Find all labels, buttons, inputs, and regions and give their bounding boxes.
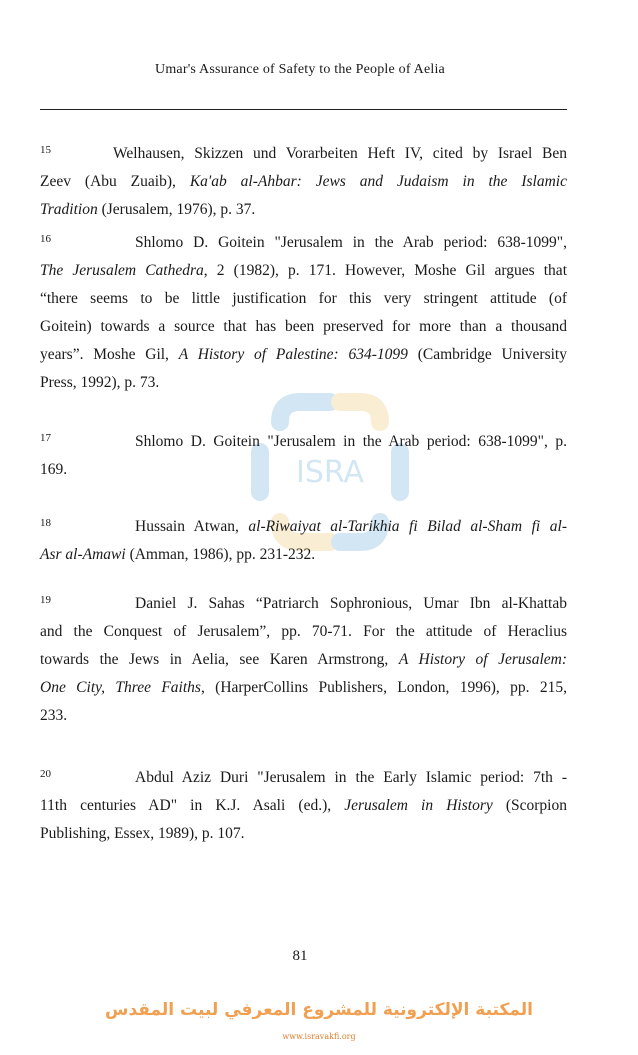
text: (Amman, 1986), pp. 231-232. [125,546,316,563]
footnote-19 [40,590,567,730]
running-header: Umar's Assurance of Safety to the People of Aelia [155,62,445,77]
footnote-line [40,428,567,456]
footnote-number: 19 [40,594,51,606]
italic-text: The Jerusalem Cathedra [40,262,204,279]
footnote-20 [40,764,567,848]
footer-arabic-title: المكتبة الإلكترونية للمشروع المعرفي لبيت المقدس [104,1000,533,1020]
footnote-line [40,196,567,224]
footnote-line [40,229,567,257]
footnote-line [40,646,567,674]
footnote-line [40,702,567,730]
text: towards the Jews in Aelia, see Karen Armstrong, [40,651,399,668]
italic-text: Asr al-Amawi [40,546,126,563]
footnote-18 [40,513,567,569]
footnote-line [40,820,567,848]
italic-text: A History of Jerusalem: [398,651,567,668]
footnote-line [40,456,567,484]
footnote-line [40,792,567,820]
footnote-line [40,513,567,541]
text: Shlomo D. Goitein "Jerusalem in the Arab period: 638-1099", [135,234,567,251]
text: , 2 (1982), p. 171. However, Moshe Gil argues that [203,262,567,279]
italic-text: Ka'ab al-Ahbar: Jews and Judaism in the Islamic [189,173,567,190]
text: 233. [40,707,68,724]
page-number: 81 [292,948,308,964]
footnote-line [40,257,567,285]
text: 169. [40,461,68,478]
text: Shlomo D. Goitein "Jerusalem in the Arab period: 638-1099", p. [135,433,567,450]
footnote-line [40,313,567,341]
footnote-line [40,590,567,618]
text: Daniel J. Sahas “Patriarch Sophronious, Umar Ibn al-Khattab [135,595,567,612]
italic-text: One City, Three Faiths [40,679,201,696]
italic-text: al-Riwaiyat al-Tarikhia fi Bilad al-Sham fi al- [248,518,567,535]
text: Zeev (Abu Zuaib), [40,173,190,190]
footnote-line [40,764,567,792]
text: Press, 1992), p. 73. [40,374,160,391]
italic-text: A History of Palestine: 634-1099 [178,346,408,363]
footnote-line [40,674,567,702]
text: (Jerusalem, 1976), p. 37. [97,201,256,218]
watermark-text: ISRA [295,455,365,490]
text: Abdul Aziz Duri "Jerusalem in the Early Islamic period: 7th - [135,769,567,786]
footnote-line [40,369,567,397]
footnote-number: 15 [40,144,51,156]
text: (Cambridge University [407,346,567,363]
text: 11th centuries AD" in K.J. Asali (ed.), [40,797,345,814]
text: Hussain Atwan, [135,518,249,535]
italic-text: Jerusalem in History [344,797,493,814]
text: Publishing, Essex, 1989), p. 107. [40,825,245,842]
footnote-number: 16 [40,233,51,245]
text: and the Conquest of Jerusalem”, pp. 70-71. For the attitude of Heraclius [40,623,567,640]
footnote-line [40,541,567,569]
text: “there seems to be little justification for this very stringent attitude (of [40,290,567,307]
text: , (HarperCollins Publishers, London, 1996), pp. 215, [200,679,567,696]
italic-text: Tradition [40,201,98,218]
footnote-15 [40,140,567,224]
footnote-16 [40,229,567,397]
footnote-number: 17 [40,432,51,444]
footnote-line [40,168,567,196]
text: Welhausen, Skizzen und Vorarbeiten Heft IV, cited by Israel Ben [113,145,567,162]
footnote-line [40,285,567,313]
text: years”. Moshe Gil, [40,346,179,363]
footnote-line [40,341,567,369]
text: Goitein) towards a source that has been preserved for more than a thousand [40,318,567,335]
footnote-number: 18 [40,517,51,529]
footer-url: www.isravakfi.org [282,1032,356,1041]
footnote-17 [40,428,567,484]
text: (Scorpion [492,797,567,814]
footnote-line [40,618,567,646]
footnote-line [40,140,567,168]
footnote-number: 20 [40,768,51,780]
header-rule [40,109,567,110]
